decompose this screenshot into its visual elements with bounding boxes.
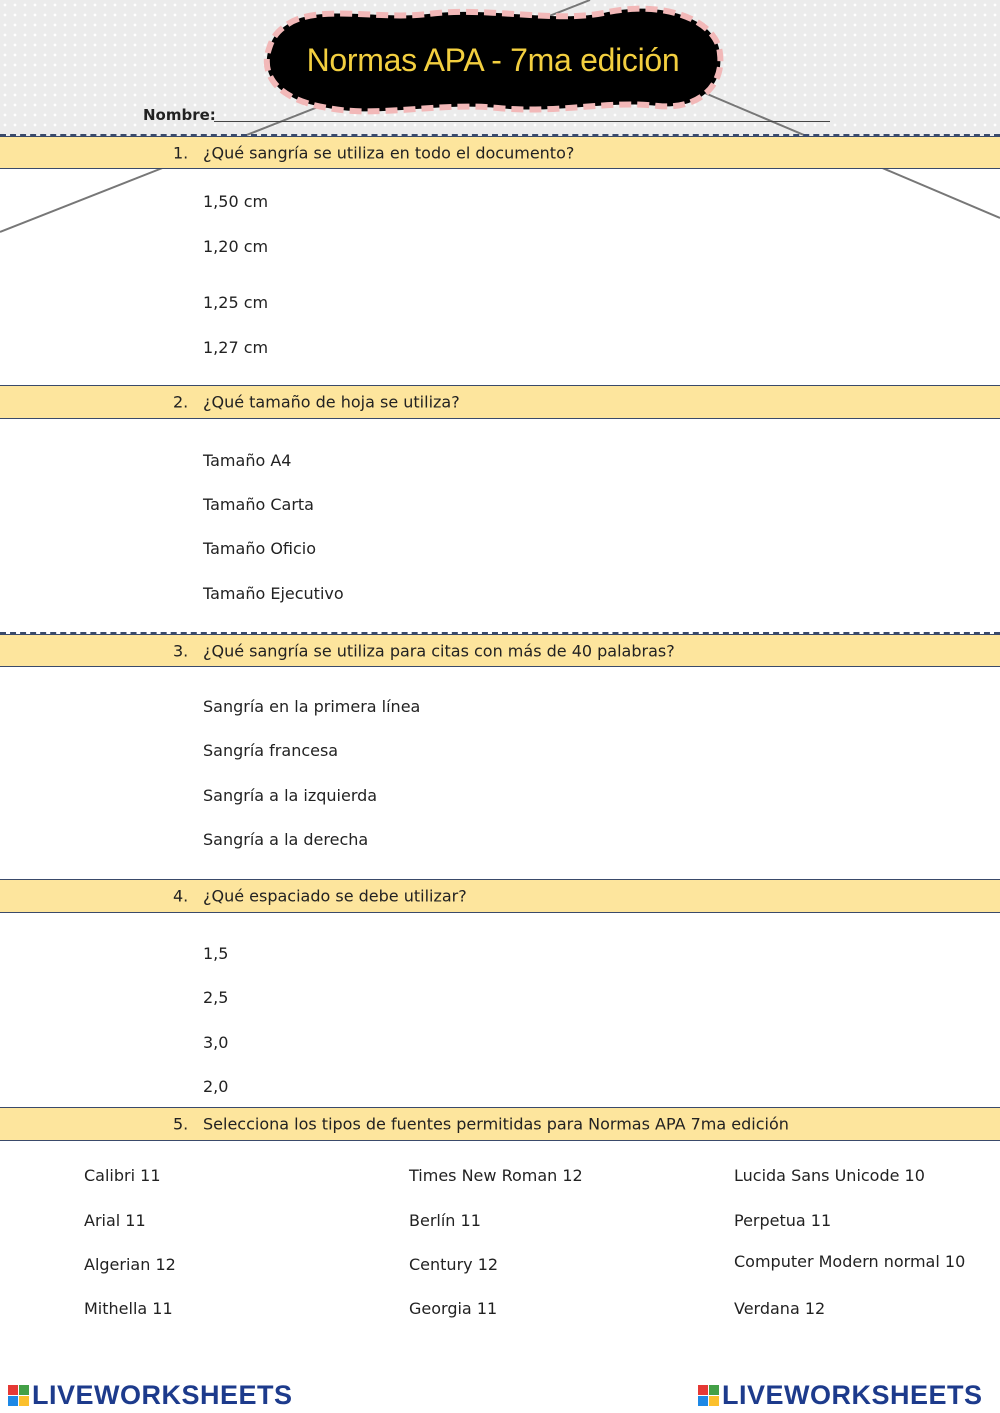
question-text: Selecciona los tipos de fuentes permitidas para Normas APA 7ma edición bbox=[203, 1114, 789, 1134]
decorative-lines-lower bbox=[0, 0, 1000, 260]
logo-text: LIVEWORKSHEETS bbox=[722, 1380, 983, 1410]
question-number: 2. bbox=[173, 392, 189, 412]
question-number: 3. bbox=[173, 641, 189, 660]
question-band bbox=[0, 879, 1000, 913]
font-option[interactable]: Computer Modern normal 10 bbox=[734, 1252, 966, 1271]
question-band bbox=[0, 385, 1000, 419]
question-number: 1. bbox=[173, 143, 189, 162]
question-text: ¿Qué sangría se utiliza para citas con más de 40 palabras? bbox=[203, 641, 675, 660]
font-option[interactable]: Arial 11 bbox=[84, 1211, 146, 1230]
answer-option[interactable]: 3,0 bbox=[203, 1033, 229, 1052]
font-option[interactable]: Georgia 11 bbox=[409, 1299, 498, 1318]
answer-option[interactable]: 1,5 bbox=[203, 944, 229, 963]
answer-option[interactable]: Sangría en la primera línea bbox=[203, 697, 421, 716]
answer-option[interactable]: Sangría a la derecha bbox=[203, 830, 369, 849]
answer-option[interactable]: 1,20 cm bbox=[203, 237, 269, 256]
font-option[interactable]: Lucida Sans Unicode 10 bbox=[734, 1166, 925, 1185]
answer-option[interactable]: 2,0 bbox=[203, 1077, 229, 1096]
answer-option[interactable]: Tamaño A4 bbox=[203, 451, 292, 470]
name-label: Nombre: bbox=[143, 106, 216, 124]
font-option[interactable]: Times New Roman 12 bbox=[409, 1166, 583, 1185]
answer-option[interactable]: Sangría francesa bbox=[203, 741, 339, 760]
page-body bbox=[0, 167, 1000, 1413]
answer-option[interactable]: Tamaño Ejecutivo bbox=[203, 584, 344, 603]
question-band bbox=[0, 136, 1000, 169]
answer-option[interactable]: Tamaño Oficio bbox=[203, 539, 317, 558]
font-option[interactable]: Algerian 12 bbox=[84, 1255, 176, 1274]
logo-text: LIVEWORKSHEETS bbox=[32, 1380, 293, 1410]
liveworksheets-logo-left bbox=[8, 1380, 293, 1411]
answer-option[interactable]: 1,50 cm bbox=[203, 192, 269, 211]
liveworksheets-logo-icon bbox=[8, 1385, 29, 1406]
question-number: 5. bbox=[173, 1114, 189, 1134]
question-band bbox=[0, 634, 1000, 667]
page-title: Normas APA - 7ma edición bbox=[306, 42, 680, 78]
question-band bbox=[0, 1107, 1000, 1141]
answer-option[interactable]: 2,5 bbox=[203, 988, 229, 1007]
question-text: ¿Qué sangría se utiliza en todo el documento? bbox=[203, 143, 575, 162]
font-option[interactable]: Century 12 bbox=[409, 1255, 499, 1274]
font-option[interactable]: Calibri 11 bbox=[84, 1166, 161, 1185]
answer-option[interactable]: 1,27 cm bbox=[203, 338, 269, 357]
answer-option[interactable]: 1,25 cm bbox=[203, 293, 269, 312]
font-option[interactable]: Mithella 11 bbox=[84, 1299, 173, 1318]
liveworksheets-logo-icon bbox=[698, 1385, 719, 1406]
answer-option[interactable]: Tamaño Carta bbox=[203, 495, 314, 514]
question-text: ¿Qué tamaño de hoja se utiliza? bbox=[203, 392, 460, 412]
liveworksheets-logo-right bbox=[698, 1380, 983, 1411]
question-number: 4. bbox=[173, 886, 189, 906]
font-option[interactable]: Verdana 12 bbox=[734, 1299, 826, 1318]
question-text: ¿Qué espaciado se debe utilizar? bbox=[203, 886, 467, 906]
answer-option[interactable]: Sangría a la izquierda bbox=[203, 786, 378, 805]
font-option[interactable]: Berlín 11 bbox=[409, 1211, 481, 1230]
font-option[interactable]: Perpetua 11 bbox=[734, 1211, 832, 1230]
